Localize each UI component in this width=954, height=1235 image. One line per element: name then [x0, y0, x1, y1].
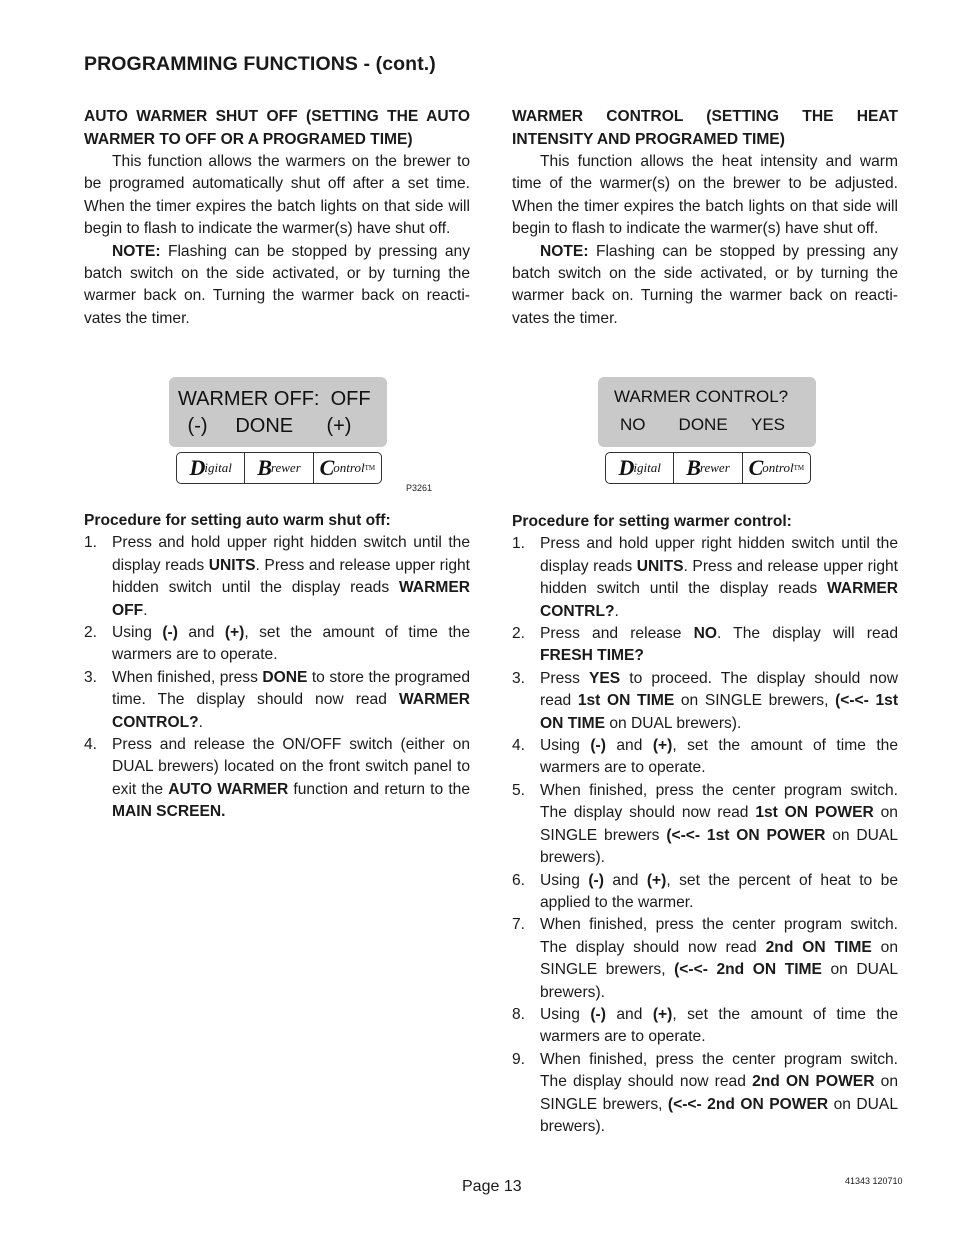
step-emphasis: UNITS	[208, 556, 256, 574]
lcd-line-2: (-) DONE (+)	[182, 415, 352, 437]
procedure-step	[512, 914, 898, 1004]
step-emphasis: 1st ON POWER	[755, 804, 874, 822]
step-text: , set the amount of time the warmers are to operate.	[540, 737, 899, 777]
step-text: Using	[540, 737, 591, 755]
page-number: Page 13	[462, 1178, 522, 1195]
note-paragraph	[512, 241, 898, 331]
lcd-display-warmer-control	[598, 377, 816, 447]
step-text: Using	[540, 1005, 591, 1023]
step-number: 9.	[512, 1050, 526, 1068]
procedure-step	[512, 533, 898, 623]
step-text: Press	[540, 669, 589, 687]
step-emphasis: (<-<- 1st ON TIME	[540, 692, 899, 732]
procedure-heading: Procedure for setting warmer control:	[512, 513, 792, 530]
procedure-step	[512, 623, 898, 668]
step-emphasis: (+)	[652, 1005, 673, 1023]
step-emphasis: 2nd ON POWER	[752, 1073, 875, 1091]
step-text: on DUAL brewers).	[540, 961, 898, 1001]
digital-brewer-control-logo	[176, 452, 382, 484]
step-emphasis: YES	[588, 669, 621, 687]
step-emphasis: 1st ON TIME	[577, 692, 675, 710]
right-column	[512, 106, 898, 330]
step-emphasis: UNITS	[636, 557, 684, 575]
left-procedure	[84, 510, 470, 824]
note-paragraph	[84, 241, 470, 331]
digital-brewer-control-logo	[605, 452, 811, 484]
procedure-step	[512, 780, 898, 870]
step-number: 5.	[512, 781, 526, 799]
step-text: to proceed. The display should now read	[540, 669, 898, 710]
step-emphasis: 2nd ON TIME	[765, 938, 872, 956]
lcd-line-2: NO DONE YES	[620, 415, 786, 434]
step-text: on DUAL brewers).	[540, 1095, 898, 1135]
step-emphasis: (<-<- 1st ON POWER	[666, 826, 826, 844]
step-number: 8.	[512, 1005, 526, 1023]
procedure-step	[84, 622, 470, 667]
step-text: . Press and release upper right hidden switch until the display reads	[540, 557, 898, 598]
step-text: function and return to the	[288, 780, 470, 798]
step-text: .	[614, 602, 619, 620]
step-emphasis: (-)	[162, 624, 178, 642]
step-emphasis: (+)	[646, 871, 667, 889]
step-text: and	[177, 624, 225, 642]
step-text: and	[605, 737, 653, 755]
procedure-heading: Procedure for setting auto warm shut off:	[84, 512, 391, 529]
step-emphasis: (<-<- 2nd ON TIME	[674, 961, 822, 979]
procedure-step	[84, 532, 470, 622]
lcd-line-1: WARMER CONTROL?	[614, 387, 789, 406]
step-number: 4.	[84, 736, 98, 754]
note-text: Flashing can be stopped by pressing any batch switch on the side activated, or by turning the warmer back on. Turning the warmer back on reacti-vates the timer.	[512, 242, 898, 327]
step-text: Press and release the ON/OFF switch (either on DUAL brewers) located on the front switch panel to exit the	[112, 736, 470, 798]
logo-brewer: B rewer	[673, 453, 741, 483]
paragraph: This function allows the warmers on the brewer to be programed automatically shut off after a set time. When the timer expires the batch lights on that side will begin to flash to indicate the warmer(s) have shut off.	[84, 153, 470, 238]
step-emphasis: WARMER OFF	[112, 579, 470, 619]
step-text: to store the programed time. The display should now read	[112, 668, 470, 709]
step-text: Using	[112, 624, 163, 642]
step-text: . Press and release upper right hidden switch until the display reads	[112, 556, 470, 597]
step-text: .	[198, 713, 203, 731]
procedure-step	[512, 1004, 898, 1049]
note-label: NOTE:	[112, 242, 161, 260]
step-text: When finished, press the center program switch. The display should now read	[540, 1050, 898, 1091]
step-number: 6.	[512, 871, 526, 889]
step-emphasis: (+)	[652, 737, 673, 755]
procedure-step	[512, 735, 898, 780]
right-procedure	[512, 511, 898, 1138]
logo-digital: D igital	[618, 455, 661, 480]
step-number: 4.	[512, 737, 526, 755]
page-title: PROGRAMMING FUNCTIONS - (cont.)	[84, 53, 436, 75]
step-emphasis: (-)	[588, 871, 604, 889]
step-text: , set the amount of time the warmers are to operate.	[112, 624, 471, 664]
step-number: 3.	[512, 669, 526, 687]
step-text: and	[603, 871, 647, 889]
step-emphasis: WARMER CONTROL?	[112, 691, 470, 731]
step-text: on SINGLE brewers,	[540, 938, 898, 979]
step-text: on SINGLE brewers,	[540, 1073, 898, 1113]
step-number: 2.	[512, 625, 526, 643]
paragraph: This function allows the heat intensity and warm time of the warmer(s) on the brewer to be adjusted. When the timer expires the batch lights on that side will begin to flash to indicate the warmer(s) have shut off.	[512, 153, 898, 238]
step-text: on SINGLE brewers,	[674, 692, 836, 710]
section-heading-warmer-control: WARMER CONTROL (SETTING THE HEAT INTENSITY AND PROGRAMED TIME)	[512, 108, 898, 148]
step-text: When finished, press the center program switch. The display should now read	[540, 781, 898, 822]
step-text: Press and hold upper right hidden switch until the display reads	[540, 535, 898, 575]
step-text: . The display will read	[716, 625, 898, 643]
step-text: When finished, press	[112, 668, 263, 686]
step-number: 1.	[84, 534, 98, 552]
note-text: Flashing can be stopped by pressing any batch switch on the side activated, or by turning the warmer back on. Turning the warmer back on reacti-vates the timer.	[84, 242, 470, 327]
procedure-steps	[512, 533, 898, 1138]
step-text: When finished, press the center program switch. The display should now read	[540, 916, 898, 956]
step-emphasis: DONE	[262, 668, 308, 686]
step-emphasis: (-)	[590, 737, 606, 755]
note-label: NOTE:	[540, 242, 589, 260]
step-text: on DUAL brewers).	[540, 826, 899, 867]
procedure-step	[512, 668, 898, 735]
left-column	[84, 106, 470, 330]
step-text: Using	[540, 871, 589, 889]
logo-brewer: B rewer	[244, 453, 312, 483]
logo-control: C ontrol TM	[313, 453, 381, 483]
procedure-steps	[84, 532, 470, 823]
step-text: , set the percent of heat to be applied to the warmer.	[540, 871, 899, 911]
logo-digital: D igital	[189, 455, 232, 480]
step-text: on SINGLE brewers	[540, 804, 898, 844]
step-number: 2.	[84, 624, 98, 642]
procedure-step	[512, 870, 898, 915]
step-emphasis: (-)	[590, 1005, 606, 1023]
section-heading-auto-warmer: AUTO WARMER SHUT OFF (SETTING THE AUTO WARMER TO OFF OR A PROGRAMED TIME)	[84, 108, 470, 148]
procedure-step	[512, 1049, 898, 1139]
step-number: 7.	[512, 916, 526, 934]
logo-control: C ontrol TM	[742, 453, 810, 483]
step-emphasis: NO	[693, 625, 717, 643]
step-text: , set the amount of time the warmers are to operate.	[540, 1005, 899, 1046]
step-text: Press and hold upper right hidden switch until the display reads	[112, 534, 470, 574]
step-text: and	[605, 1005, 653, 1023]
step-emphasis: FRESH TIME?	[540, 647, 644, 665]
document-code: 41343 120710	[845, 1176, 903, 1186]
procedure-step	[84, 667, 470, 734]
lcd-display-warmer-off	[169, 377, 387, 447]
figure-code: P3261	[406, 483, 433, 493]
step-number: 1.	[512, 535, 526, 553]
procedure-step	[84, 734, 470, 824]
step-emphasis: (<-<- 2nd ON POWER	[667, 1095, 829, 1113]
step-text: on DUAL brewers).	[604, 714, 742, 732]
step-emphasis: WARMER CONTRL?	[540, 580, 898, 620]
step-text: Press and release	[540, 625, 694, 643]
step-number: 3.	[84, 668, 98, 686]
step-text: .	[143, 601, 148, 619]
step-emphasis: (+)	[224, 624, 245, 642]
step-emphasis: AUTO WARMER	[168, 780, 289, 798]
step-emphasis: MAIN SCREEN.	[112, 803, 226, 821]
lcd-line-1: WARMER OFF: OFF	[178, 388, 371, 410]
